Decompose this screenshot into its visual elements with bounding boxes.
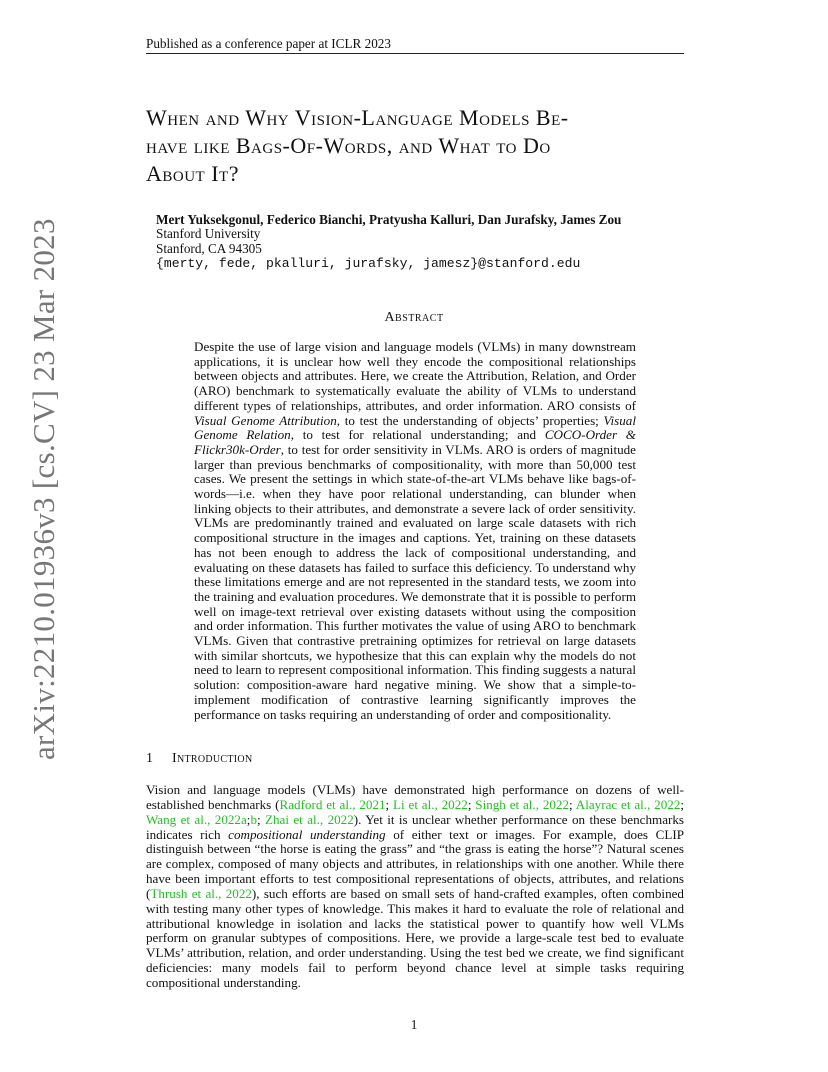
citation-separator: ; [680,796,685,812]
body-text: ), such efforts are based on small sets of hand-crafted examples, often combined with testing many other types of knowledge. This makes it hard to evaluate the role of relational and attributional knowledge in isolation and lacks the statistical power to quantify how well VLMs perform on granular subtypes of compositions. Here, we provide a large-scale test bed to evaluate VLMs’ attribution, relation, and order understanding. Using the test bed we create, we find significant deficiencies: many models fail to perform beyond chance level at simple tasks requiring compositional understanding. [146,885,684,990]
body-text: ). Yet it is unclear whether performance on these benchmarks indicates rich [146,811,685,842]
citation-link[interactable]: Thrush et al., 2022 [150,885,252,901]
body-text: of either text or images. For example, does CLIP distinguish between “the horse is eating the grass” and “the grass is eating the horse”? Natural scenes are complex, composed of many objects and attributes, in relationships with one another. While there have been important efforts to test compositional representations of objects, attributes, and relations ( [146,826,684,901]
abstract-heading: Abstract [384,310,444,325]
citation-link[interactable]: Zhai et al., 2022 [265,811,354,827]
author-emails: {merty, fede, pkalluri, jurafsky, jamesz}@stanford.edu [156,256,581,271]
citation-link[interactable]: Singh et al., 2022 [475,796,570,812]
body-text: Vision and language models (VLMs) have demonstrated high performance on dozens of well-established benchmarks ( [146,782,684,812]
citation-link[interactable]: Li et al., 2022 [393,796,468,812]
citation-link[interactable]: Alayrac et al., 2022 [575,796,681,812]
section-title: Introduction [172,751,253,766]
abstract-term: Visual Genome Relation [194,412,636,443]
citation-separator: ; [256,811,265,827]
section-heading [146,751,252,767]
title-line-1: When and Why Vision-Language Models Be- [146,105,569,130]
page-number: 1 [410,1017,418,1032]
arxiv-stamp: arXiv:2210.01936v3 [cs.CV] 23 Mar 2023 [26,218,61,760]
title-line-2: have like Bags-Of-Words, and What to Do [146,133,551,158]
header-rule [146,53,684,54]
running-header: Published as a conference paper at ICLR 2023 [146,36,391,51]
emphasis-text: compositional understanding [228,826,386,842]
paper-title [146,104,706,188]
citation-link[interactable]: Radford et al., 2021 [279,796,386,812]
abstract-text: , to test for order sensitivity in VLMs. ARO is orders of magnitude larger than previous benchmarks of compositionality, with more than 50,000 test cases. We present the settings in which state-of-the-art VLMs behave like bags-of-words—i.e. when they have poor relational understanding, can blunder when linking objects to their attributes, and demonstrate a severe lack of order sensitivity. VLMs are predominantly trained and evaluated on large scale datasets with rich compositional structure in the images and captions. Yet, training on these datasets has not been enough to address the lack of compositional understanding, and evaluating on these datasets has failed to surface this deficiency. To understand why these limitations emerge and are not represented in the standard tests, we zoom into the training and evaluation procedures. We demonstrate that it is possible to perform well on image-text retrieval over existing datasets without using the composition and order information. This further motivates the value of using ARO to benchmark VLMs. Given that contrastive pretraining optimizes for retrieval on large datasets with similar shortcuts, we hypothesize that this can explain why the models do not need to learn to represent compositional information. This finding suggests a natural solution: composition-aware hard negative mining. We show that a simple-to-implement modification of contrastive learning significantly improves the performance on tasks requiring an understanding of order and compositionality. [194,441,636,722]
title-line-3: About It? [146,161,239,186]
abstract-text: , to test the understanding of objects’ properties; [336,412,604,428]
section-number: 1 [146,751,154,766]
abstract-text: , to test for relational understanding; and [290,427,545,443]
abstract-text: Despite the use of large vision and language models (VLMs) in many downstream applications, it is unclear how well they encode the compositional relationships between objects and attributes. Here, we create the Attribution, Relation, and Order (ARO) benchmark to systematically evaluate the ability of VLMs to understand different types of relationships, attributes, and order information. ARO consists of [194,339,636,413]
citation-separator: ; [385,796,394,812]
abstract-term: COCO-Order & Flickr30k-Order [194,427,636,457]
citation-link[interactable]: Wang et al., 2022a [146,811,247,827]
citation-separator: ; [569,796,576,812]
citation-separator: ; [467,796,476,812]
citation-link[interactable]: b [250,811,257,827]
abstract-term: Visual Genome Attribution [194,412,337,428]
citation-separator: ; [246,811,251,827]
institution: Stanford University [156,226,261,241]
introduction-paragraph [146,783,684,991]
abstract-body [194,340,636,722]
author-list: Mert Yuksekgonul, Federico Bianchi, Pratyusha Kalluri, Dan Jurafsky, James Zou [156,212,622,227]
address: Stanford, CA 94305 [156,241,262,256]
